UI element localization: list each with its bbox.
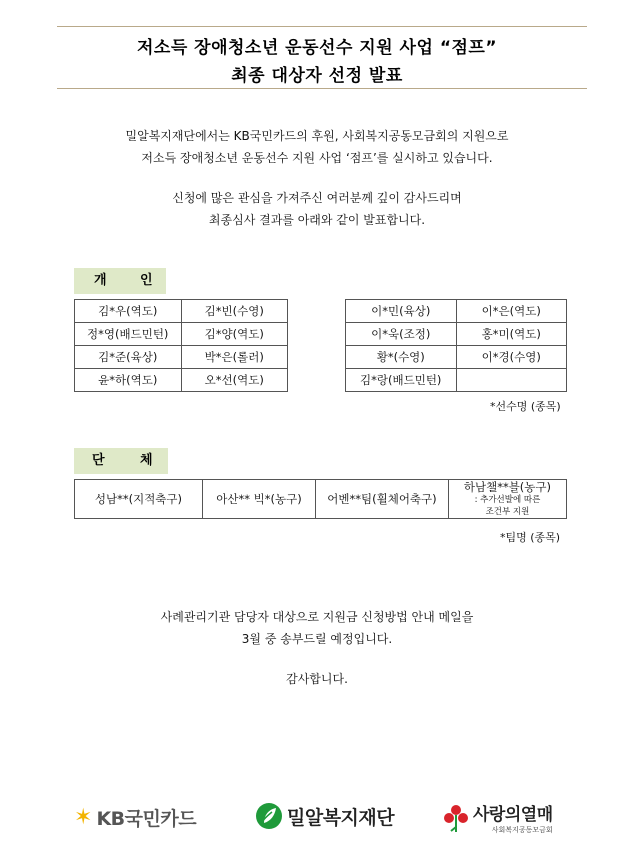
intro-line2: 저소득 장애청소년 운동선수 지원 사업 ‘점프’를 실시하고 있습니다.	[141, 151, 493, 165]
kb-star-icon: ✶	[74, 805, 93, 830]
individual-table-right	[345, 299, 567, 392]
table-cell: 김*우(역도)	[75, 300, 182, 323]
love-fruit-logo-text: 사랑의열매	[473, 805, 553, 825]
table-cell: 이*은(역도)	[456, 300, 567, 323]
individual-note: *선수명 (종목)	[490, 400, 561, 413]
table-row	[346, 323, 567, 346]
table-cell: 윤*하(역도)	[75, 369, 182, 392]
milal-logo-text: 밀알복지재단	[287, 806, 395, 829]
kb-logo	[74, 804, 196, 831]
page-title-line1: 저소득 장애청소년 운동선수 지원 사업 “점프”	[136, 38, 498, 58]
intro-line1: 밀알복지재단에서는 KB국민카드의 후원, 사회복지공동모금회의 지원으로	[125, 129, 509, 143]
team-cell-main: 하남챌**블(농구)	[463, 480, 552, 494]
team-table	[74, 479, 567, 519]
page-title-line2: 최종 대상자 선정 발표	[231, 66, 403, 86]
table-cell: 김*빈(수영)	[181, 300, 288, 323]
section-label-char: 인	[140, 273, 153, 288]
table-cell	[456, 369, 567, 392]
table-row	[75, 369, 288, 392]
table-cell: 아산** 빅*(농구)	[202, 480, 315, 519]
table-cell: 오*선(역도)	[181, 369, 288, 392]
table-cell: 이*민(육상)	[346, 300, 457, 323]
love-fruit-logo-subtext: 사회복지공동모금회	[491, 826, 553, 834]
intro-line4: 최종심사 결과를 아래와 같이 발표합니다.	[208, 213, 426, 227]
table-row	[346, 346, 567, 369]
team-cell-sub: 조건부 지원	[485, 507, 530, 517]
intro-line3: 신청에 많은 관심을 가져주신 여러분께 깊이 감사드리며	[172, 191, 462, 205]
table-cell: 김*랑(배드민턴)	[346, 369, 457, 392]
table-cell: 성남**(지적축구)	[75, 480, 203, 519]
section-label-team	[74, 448, 168, 474]
closing-thanks: 감사합니다.	[286, 672, 348, 686]
team-note: *팀명 (종목)	[500, 531, 561, 544]
kb-logo-text: KB국민카드	[96, 808, 197, 830]
team-cell-sub: : 추가선발에 따른	[474, 495, 541, 505]
table-row	[75, 300, 288, 323]
milal-logo	[255, 802, 394, 830]
table-cell: 박*은(롤러)	[181, 346, 288, 369]
sponsor-logos	[0, 800, 634, 840]
table-cell: 김*양(역도)	[181, 323, 288, 346]
table-row	[75, 480, 567, 519]
table-cell: 김*준(육상)	[75, 346, 182, 369]
table-cell: 이*경(수영)	[456, 346, 567, 369]
love-fruit-logo	[443, 800, 553, 835]
table-row	[75, 323, 288, 346]
table-cell: 어벤**팀(휠체어축구)	[316, 480, 449, 519]
top-rule	[57, 26, 587, 27]
table-cell: 이*욱(조정)	[346, 323, 457, 346]
table-cell: 정*영(배드민턴)	[75, 323, 182, 346]
table-row	[75, 346, 288, 369]
section-label-char: 단	[92, 453, 105, 468]
table-cell: 황*(수영)	[346, 346, 457, 369]
closing-line1: 사례관리기관 담당자 대상으로 지원금 신청방법 안내 메일을	[160, 610, 474, 624]
love-fruit-text-group	[473, 800, 553, 835]
section-label-char: 개	[94, 273, 107, 288]
closing-line2: 3월 중 송부드릴 예정입니다.	[241, 632, 393, 646]
milal-leaf-icon	[255, 802, 283, 830]
table-cell: 홍*미(역도)	[456, 323, 567, 346]
section-label-individual	[74, 268, 166, 294]
table-cell-multiline	[448, 480, 566, 519]
section-label-char: 체	[140, 453, 153, 468]
individual-table-left	[74, 299, 288, 392]
love-fruit-icon	[443, 803, 469, 833]
bottom-rule	[57, 88, 587, 89]
table-row	[346, 369, 567, 392]
table-row	[346, 300, 567, 323]
